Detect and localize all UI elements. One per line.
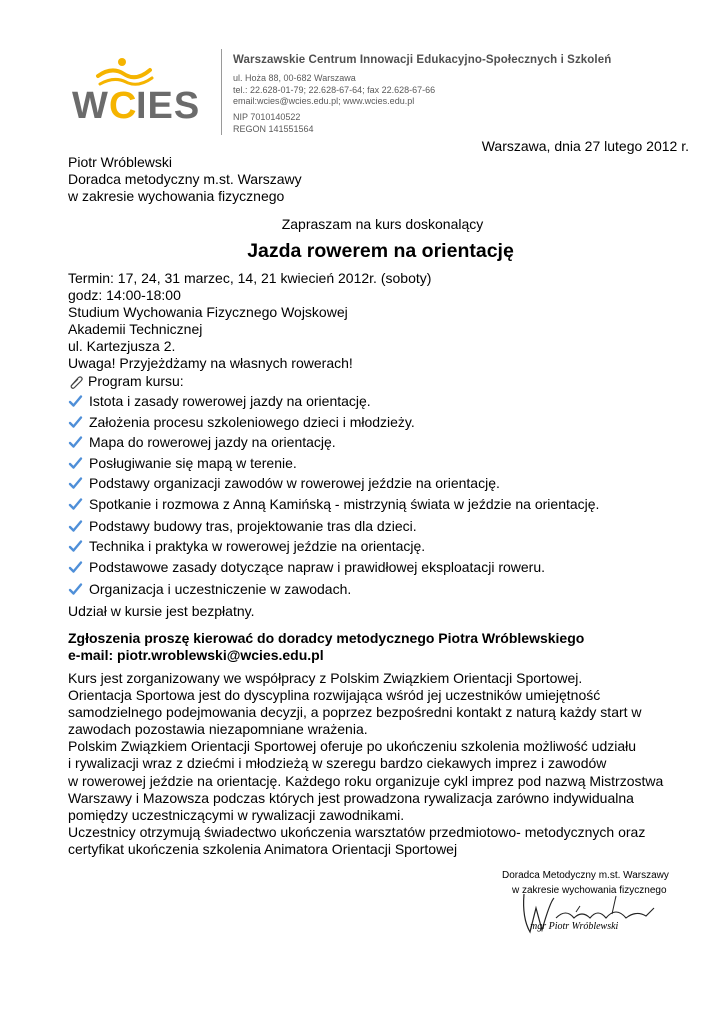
org-regon: REGON 141551564: [233, 123, 314, 134]
course-note: Uwaga! Przyjeżdżamy na własnych rowerach!: [68, 355, 353, 371]
logo-text: W: [72, 85, 109, 126]
stamp-name: mgr Piotr Wróblewski: [530, 921, 619, 932]
paperclip-icon: [68, 375, 84, 389]
program-item: Podstawowe zasady dotyczące napraw i prawidłowej eksploatacji roweru.: [68, 559, 688, 576]
paragraph-line: zawodach pozostawia niezapomniane wrażenia.: [68, 721, 368, 738]
signature-stamp: [502, 870, 692, 940]
course-dates: Termin: 17, 24, 31 marzec, 14, 21 kwiecień 2012r. (soboty): [68, 270, 432, 286]
contact-block: [68, 630, 584, 664]
paragraph-line: certyfikat ukończenia szkolenia Animatora Orientacji Sportowej: [68, 840, 458, 857]
program-list: [68, 393, 688, 598]
program-item: Istota i zasady rowerowej jazdy na orientację.: [68, 393, 688, 410]
program-item: Mapa do rowerowej jazdy na orientację.: [68, 434, 688, 451]
invite-line: Zapraszam na kurs doskonalący: [281, 216, 484, 232]
author-name: Piotr Wróblewski: [68, 154, 172, 170]
contact-line: Zgłoszenia proszę kierować do doradcy metodycznego Piotra Wróblewskiego: [68, 630, 585, 646]
checkmark-icon: [68, 456, 83, 470]
checkmark-icon: [68, 497, 83, 511]
description-paragraph: [68, 670, 688, 858]
svg-text:C: C: [109, 85, 137, 126]
checkmark-icon: [68, 415, 83, 429]
paragraph-line: samodzielnego podejmowania decyzji, a poprzez bezpośredni kontakt z naturą każdy start w: [68, 704, 642, 721]
stamp-field: w zakresie wychowania fizycznego: [512, 885, 667, 896]
paragraph-line: w rowerowej jeździe na orientację. Każdego roku organizuje cykl imprez pod nazwą Mistrzostwa: [68, 772, 664, 789]
header-divider: [221, 49, 222, 135]
author-role: Doradca metodyczny m.st. Warszawy: [68, 171, 302, 187]
checkmark-icon: [68, 394, 83, 408]
svg-text:IES: IES: [136, 85, 201, 126]
paragraph-line: Polskim Związkiem Orientacji Sportowej oferuje po ukończeniu szkolenia możliwość udziału: [68, 738, 637, 755]
program-heading: [68, 373, 688, 390]
program-label: Program kursu:: [88, 373, 184, 389]
checkmark-icon: [68, 560, 83, 574]
logo-wave-icon: [98, 58, 152, 84]
org-ids-block: [233, 112, 314, 135]
org-name: Warszawskie Centrum Innowacji Edukacyjno-Społecznych i Szkoleń: [233, 54, 612, 66]
course-place-1: Studium Wychowania Fizycznego Wojskowej: [68, 304, 348, 320]
contact-email: e-mail: piotr.wroblewski@wcies.edu.pl: [68, 647, 324, 663]
paragraph-line: Uczestnicy otrzymują świadectwo ukończenia warsztatów przedmiotowo- metodycznych oraz: [68, 823, 646, 840]
course-hours: godz: 14:00-18:00: [68, 287, 181, 303]
checkmark-icon: [68, 476, 83, 490]
course-title: Jazda rowerem na orientację: [247, 240, 514, 262]
course-place-2: Akademii Technicznej: [68, 321, 203, 337]
program-item: Posługiwanie się mapą w terenie.: [68, 455, 688, 472]
course-details: [68, 270, 688, 620]
paragraph-line: i rywalizacji wraz z dziećmi i młodzieżą w szeregu bardzo ciekawych imprez i zawodów: [68, 755, 607, 772]
checkmark-icon: [68, 519, 83, 533]
program-item: Organizacja i uczestniczenie w zawodach.: [68, 581, 688, 598]
program-item: Podstawy organizacji zawodów w rowerowej jeździe na orientację.: [68, 475, 688, 492]
stamp-role: Doradca Metodyczny m.st. Warszawy: [502, 870, 669, 881]
program-item: Technika i praktyka w rowerowej jeździe na orientację.: [68, 538, 688, 555]
checkmark-icon: [68, 539, 83, 553]
wcies-logo: [72, 56, 202, 126]
paragraph-line: Kurs jest zorganizowany we współpracy z Polskim Związkiem Orientacji Sportowej.: [68, 670, 583, 686]
checkmark-icon: [68, 582, 83, 596]
paragraph-line: pomiędzy uczestniczącymi w rywalizacji zawodnikami.: [68, 806, 405, 823]
org-address: ul. Hoża 88, 00-682 Warszawa: [233, 73, 356, 83]
program-item: Spotkanie i rozmowa z Anną Kamińską - mistrzynią świata w jeździe na orientację.: [68, 496, 688, 513]
letter-date: Warszawa, dnia 27 lutego 2012 r.: [481, 138, 689, 154]
org-email: email:wcies@wcies.edu.pl; www.wcies.edu.pl: [233, 96, 415, 106]
paragraph-line: Orientacja Sportowa jest do dyscyplina rozwijająca wśród jej uczestników umiejętność: [68, 687, 601, 704]
org-phones: tel.: 22.628-01-79; 22.628-67-64; fax 22.628-67-66: [233, 84, 436, 95]
author-field: w zakresie wychowania fizycznego: [68, 188, 285, 204]
paragraph-line: Warszawy i Mazowsza podczas których jest prowadzona rywalizacja zarówno indywidualna: [68, 789, 634, 806]
org-nip: NIP 7010140522: [233, 112, 301, 122]
program-item: Założenia procesu szkoleniowego dzieci i młodzieży.: [68, 414, 688, 431]
author-block: [68, 154, 302, 205]
checkmark-icon: [68, 435, 83, 449]
free-participation: Udział w kursie jest bezpłatny.: [68, 602, 255, 619]
course-street: ul. Kartezjusza 2.: [68, 338, 176, 354]
program-item: Podstawy budowy tras, projektowanie tras dla dzieci.: [68, 518, 688, 535]
org-contact-block: [233, 73, 435, 108]
